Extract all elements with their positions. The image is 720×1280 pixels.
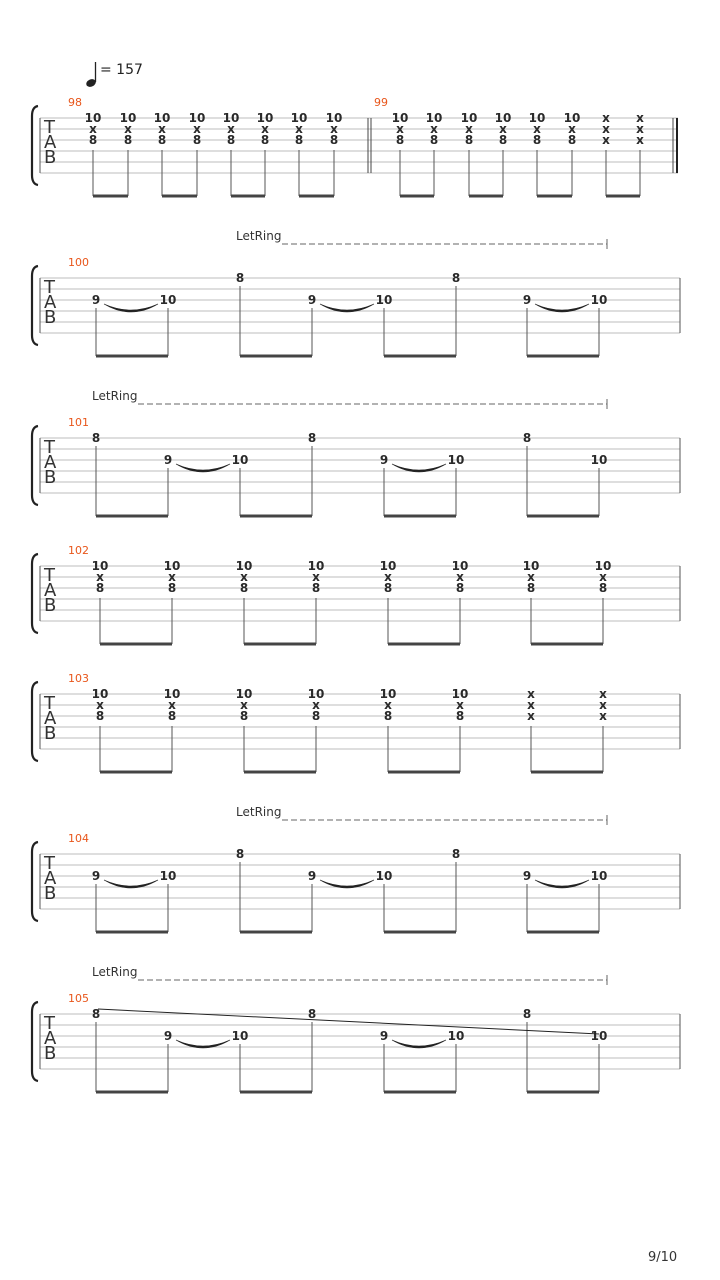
fret-number: x (240, 570, 248, 584)
dead-note: x (599, 709, 607, 723)
fret-number: x (193, 122, 201, 136)
fret-number: 8 (498, 133, 508, 147)
let-ring-label: LetRing (236, 805, 282, 819)
fret-number: 8 (522, 1007, 532, 1021)
fret-number: x (533, 122, 541, 136)
measure-number: 103 (68, 672, 89, 685)
fret-number: x (330, 122, 338, 136)
fret-number: x (158, 122, 166, 136)
dead-note: x (636, 122, 644, 136)
fret-number: 8 (395, 133, 405, 147)
fret-number: 10 (163, 559, 181, 573)
fret-number: x (396, 122, 404, 136)
fret-number: 8 (598, 581, 608, 595)
tab-clef-letter: B (44, 307, 57, 328)
fret-number: 10 (590, 869, 608, 883)
fret-number: x (456, 698, 464, 712)
fret-number: 10 (594, 559, 612, 573)
tab-clef-letter: T (44, 277, 55, 298)
measure-number: 101 (68, 416, 89, 429)
dead-note: x (527, 687, 535, 701)
system-bracket (32, 842, 38, 921)
tab-clef-letter: T (44, 565, 55, 586)
fret-number: 10 (375, 293, 393, 307)
fret-number: 8 (451, 847, 461, 861)
measure-number: 99 (374, 96, 388, 109)
fret-number: 9 (379, 1029, 389, 1043)
fret-number: 10 (590, 293, 608, 307)
fret-number: 8 (455, 709, 465, 723)
fret-number: 8 (123, 133, 133, 147)
measure-number: 105 (68, 992, 89, 1005)
fret-number: 8 (532, 133, 542, 147)
fret-number: 8 (329, 133, 339, 147)
fret-number: x (384, 698, 392, 712)
fret-number: 10 (222, 111, 240, 125)
system-bracket (32, 1002, 38, 1081)
dead-note: x (602, 111, 610, 125)
fret-number: x (312, 698, 320, 712)
fret-number: 10 (290, 111, 308, 125)
fret-number: 8 (429, 133, 439, 147)
tab-clef-letter: A (44, 708, 57, 729)
measure-number: 102 (68, 544, 89, 557)
fret-number: 10 (307, 687, 325, 701)
tab-clef-letter: T (44, 853, 55, 874)
fret-number: 8 (235, 271, 245, 285)
fret-number: 10 (153, 111, 171, 125)
fret-number: x (227, 122, 235, 136)
fret-number: 9 (163, 453, 173, 467)
fret-number: 10 (91, 687, 109, 701)
tab-clef-letter: A (44, 1028, 57, 1049)
fret-number: x (499, 122, 507, 136)
fret-number: 10 (231, 1029, 249, 1043)
measure-number: 100 (68, 256, 89, 269)
system-bracket (32, 554, 38, 633)
fret-number: x (312, 570, 320, 584)
fret-number: 10 (522, 559, 540, 573)
fret-number: x (168, 698, 176, 712)
tab-clef-letter: T (44, 117, 55, 138)
fret-number: 9 (307, 293, 317, 307)
fret-number: 9 (522, 869, 532, 883)
fret-number: x (430, 122, 438, 136)
fret-number: 8 (383, 709, 393, 723)
fret-number: 8 (294, 133, 304, 147)
dead-note: x (636, 111, 644, 125)
fret-number: 10 (451, 687, 469, 701)
fret-number: 8 (167, 581, 177, 595)
fret-number: 8 (235, 847, 245, 861)
system-bracket (32, 682, 38, 761)
fret-number: 8 (91, 1007, 101, 1021)
fret-number: 8 (526, 581, 536, 595)
fret-number: 10 (307, 559, 325, 573)
fret-number: 10 (231, 453, 249, 467)
fret-number: 10 (528, 111, 546, 125)
fret-number: 10 (447, 1029, 465, 1043)
fret-number: 9 (163, 1029, 173, 1043)
fret-number: 8 (311, 709, 321, 723)
fret-number: 10 (451, 559, 469, 573)
let-ring-label: LetRing (92, 389, 138, 403)
tab-clef-letter: A (44, 452, 57, 473)
fret-number: 9 (379, 453, 389, 467)
system-bracket (32, 266, 38, 345)
fret-number: 8 (167, 709, 177, 723)
fret-number: x (240, 698, 248, 712)
measure-number: 98 (68, 96, 82, 109)
tab-clef-letter: B (44, 147, 57, 168)
fret-number: 10 (590, 453, 608, 467)
fret-number: 10 (84, 111, 102, 125)
fret-number: 10 (256, 111, 274, 125)
dead-note: x (636, 133, 644, 147)
fret-number: 8 (157, 133, 167, 147)
fret-number: 10 (391, 111, 409, 125)
let-ring-label: LetRing (92, 965, 138, 979)
tab-clef-letter: B (44, 595, 57, 616)
tab-clef-letter: A (44, 292, 57, 313)
dead-note: x (599, 698, 607, 712)
fret-number: 10 (235, 559, 253, 573)
fret-number: x (384, 570, 392, 584)
fret-number: x (124, 122, 132, 136)
fret-number: x (527, 570, 535, 584)
fret-number: 10 (91, 559, 109, 573)
fret-number: 8 (192, 133, 202, 147)
fret-number: x (168, 570, 176, 584)
fret-number: x (599, 570, 607, 584)
fret-number: 10 (163, 687, 181, 701)
tab-clef-letter: B (44, 883, 57, 904)
tab-clef-letter: B (44, 723, 57, 744)
fret-number: 8 (464, 133, 474, 147)
tab-clef-letter: B (44, 1043, 57, 1064)
fret-number: 8 (311, 581, 321, 595)
system-bracket (32, 106, 38, 185)
fret-number: 8 (226, 133, 236, 147)
fret-number: x (465, 122, 473, 136)
fret-number: 10 (375, 869, 393, 883)
tempo-label: = 157 (100, 62, 143, 78)
dead-note: x (527, 698, 535, 712)
fret-number: 10 (447, 453, 465, 467)
fret-number: x (96, 698, 104, 712)
tab-clef-letter: A (44, 132, 57, 153)
fret-number: 10 (460, 111, 478, 125)
fret-number: 9 (307, 869, 317, 883)
fret-number: 8 (455, 581, 465, 595)
fret-number: 8 (239, 709, 249, 723)
tab-clef-letter: A (44, 580, 57, 601)
dead-note: x (599, 687, 607, 701)
fret-number: x (89, 122, 97, 136)
fret-number: 10 (590, 1029, 608, 1043)
fret-number: x (456, 570, 464, 584)
dead-note: x (527, 709, 535, 723)
fret-number: 10 (119, 111, 137, 125)
fret-number: 10 (159, 869, 177, 883)
tab-clef-letter: T (44, 437, 55, 458)
system-bracket (32, 426, 38, 505)
tab-clef-letter: T (44, 693, 55, 714)
fret-number: 10 (325, 111, 343, 125)
tab-clef-letter: A (44, 868, 57, 889)
dead-note: x (602, 133, 610, 147)
fret-number: 10 (379, 559, 397, 573)
fret-number: 8 (95, 709, 105, 723)
fret-number: 10 (425, 111, 443, 125)
fret-number: 8 (307, 1007, 317, 1021)
fret-number: 10 (188, 111, 206, 125)
fret-number: 8 (239, 581, 249, 595)
fret-number: 10 (379, 687, 397, 701)
fret-number: 8 (383, 581, 393, 595)
fret-number: 8 (260, 133, 270, 147)
fret-number: 8 (451, 271, 461, 285)
let-ring-label: LetRing (236, 229, 282, 243)
page-number: 9/10 (648, 1250, 678, 1265)
fret-number: 8 (307, 431, 317, 445)
fret-number: 10 (235, 687, 253, 701)
tab-clef-letter: B (44, 467, 57, 488)
fret-number: 8 (567, 133, 577, 147)
fret-number: 9 (91, 869, 101, 883)
tab-clef-letter: T (44, 1013, 55, 1034)
fret-number: 10 (159, 293, 177, 307)
fret-number: 10 (563, 111, 581, 125)
fret-number: x (295, 122, 303, 136)
fret-number: x (96, 570, 104, 584)
fret-number: 9 (91, 293, 101, 307)
fret-number: 8 (522, 431, 532, 445)
fret-number: 8 (88, 133, 98, 147)
fret-number: x (568, 122, 576, 136)
fret-number: 8 (95, 581, 105, 595)
fret-number: 9 (522, 293, 532, 307)
fret-number: x (261, 122, 269, 136)
fret-number: 8 (91, 431, 101, 445)
dead-note: x (602, 122, 610, 136)
fret-number: 10 (494, 111, 512, 125)
measure-number: 104 (68, 832, 89, 845)
